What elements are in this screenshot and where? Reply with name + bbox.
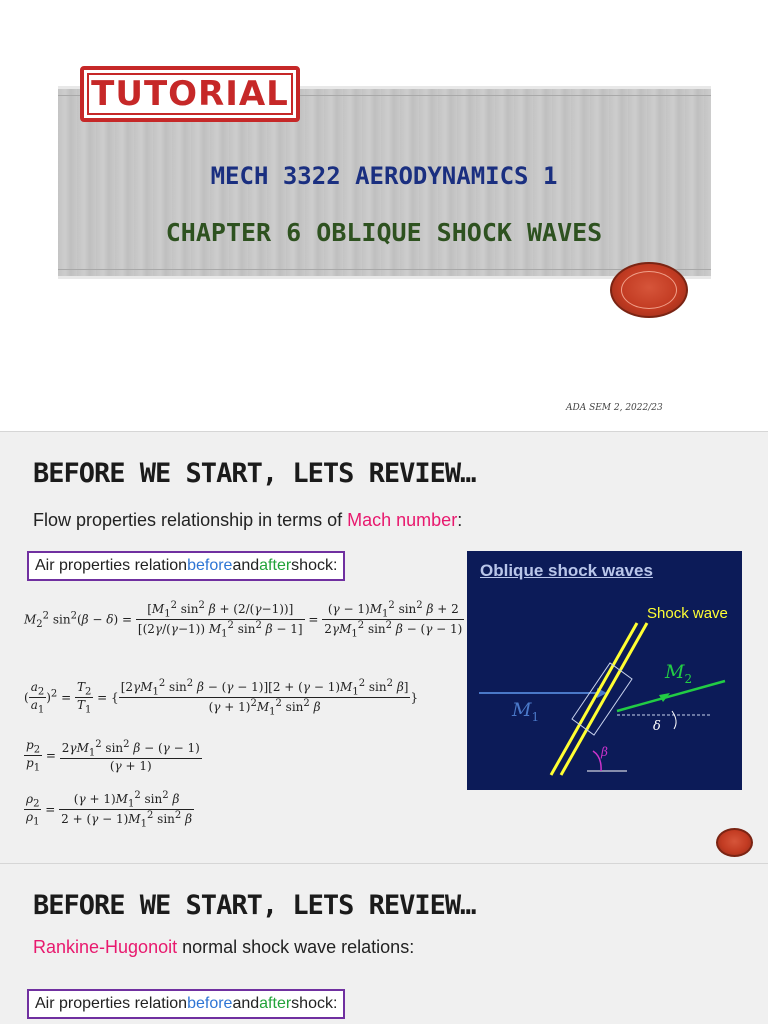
chapter-title: CHAPTER 6 OBLIQUE SHOCK WAVES (165, 218, 603, 247)
relations-box: Air properties relation before and after shock: (27, 551, 345, 581)
oblique-shock-diagram (467, 551, 742, 790)
slide3-heading: BEFORE WE START, LETS REVIEW… (33, 890, 476, 921)
delta-arc (672, 711, 676, 729)
footer-note: ADA SEM 2, 2022/23 (566, 403, 663, 413)
title-slide (0, 0, 768, 432)
beta-arc (593, 751, 601, 771)
slide2-heading: BEFORE WE START, LETS REVIEW… (33, 458, 476, 489)
slide2-subtitle: Flow properties relationship in terms of Mach number: (33, 510, 463, 530)
delta-label: δ (653, 719, 661, 734)
equation-temperature: ( $\frac{a_2}{a_1}$ )$^2$ = $\frac{T_2}{T_1}$ = { $\frac{[2\gamma M_1^2 \sin^2 \beta - (\gamma - 1)][2 + (\gamma - 1)M_1^2 \sin^2 \beta]}{(\gamma + 1)^2M_1^2 \sin^2 \beta}$ } (24, 678, 419, 718)
relations-box: Air properties relation before and after shock: (27, 989, 345, 1019)
equation-density: $\frac{\rho_2}{\rho_1}$ = $\frac{(\gamma + 1)M_1^2 \sin^2 \beta}{2 + (\gamma - 1)M_1^2 \sin^2 \beta}$ (26, 790, 193, 830)
m1-label: $M_1$ (512, 699, 540, 724)
decorative-badge-icon (610, 262, 688, 318)
shock-wave-label: Shock wave (647, 605, 728, 622)
tutorial-stamp-logo (80, 66, 300, 122)
diagram-title: Oblique shock waves (480, 561, 653, 580)
course-title: MECH 3322 AERODYNAMICS 1 (210, 162, 558, 190)
slide3-subtitle: Rankine-Hugonoit normal shock wave relations: (33, 937, 415, 957)
decorative-badge-icon (716, 828, 753, 857)
stamp-text: TUTORIAL (91, 74, 289, 114)
beta-label: β (601, 745, 608, 759)
m2-label: $M_2$ (665, 661, 693, 686)
equation-pressure: $\frac{p_2}{p_1}$ = $\frac{2\gamma M_1^2 \sin^2 \beta - (\gamma - 1)}{(\gamma + 1)}$ (26, 738, 200, 774)
equation-mach2: $M_2^2$ $\sin^2(\beta - \delta)$ = $\frac{[M_1^2 \sin^2 \beta + (2/(\gamma-1))]}{[(2\gamma/(\gamma-1)) M_1^2 \sin^2 \beta - 1]}$ = $\frac{(\gamma - 1)M_1^2 \sin^2 \beta + 2}{2\gamma M_1^2 \sin^2 \beta - (\gamma - 1)}$ (24, 600, 463, 640)
